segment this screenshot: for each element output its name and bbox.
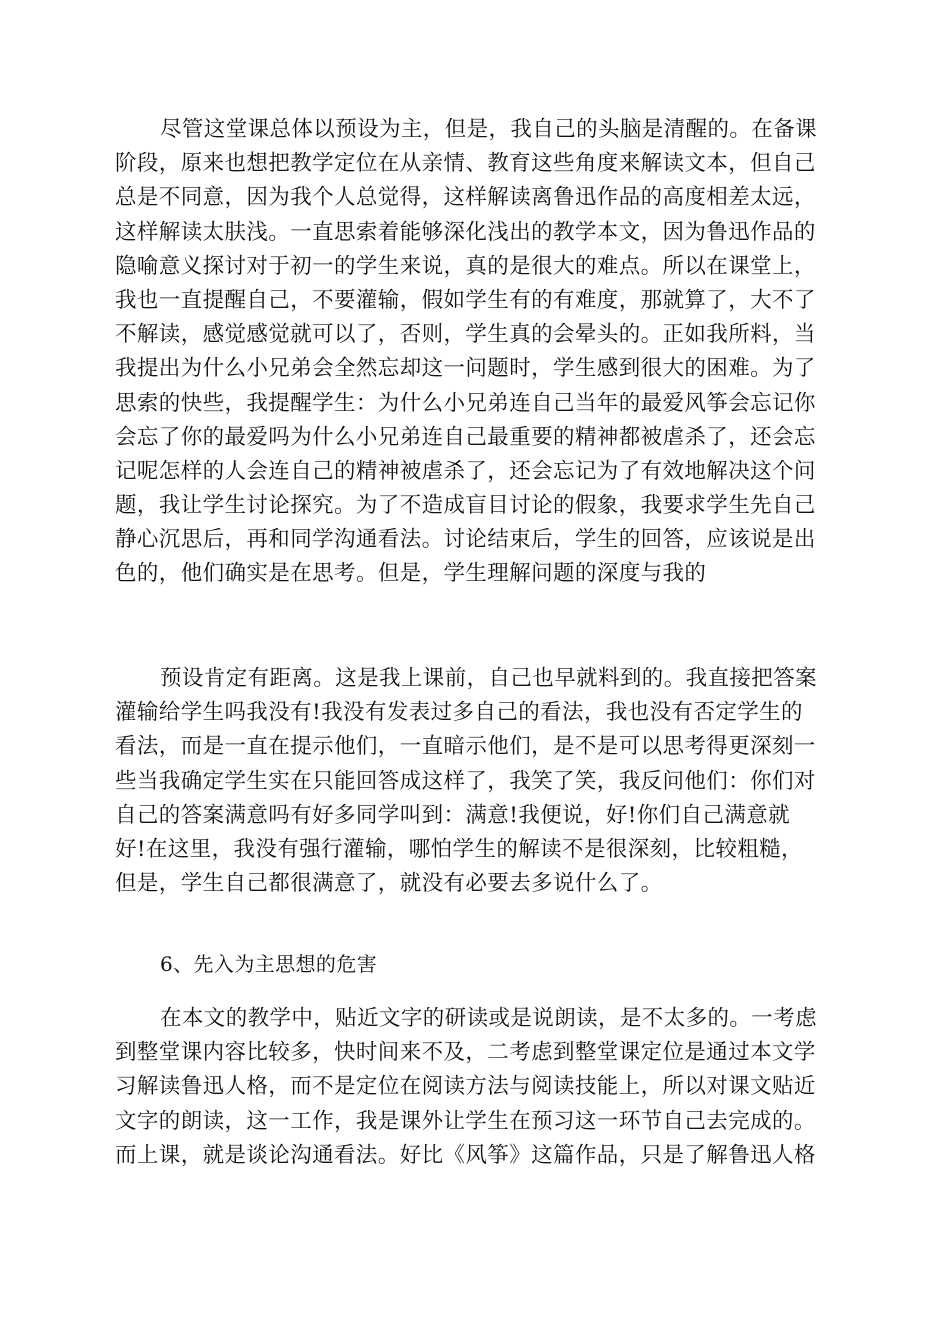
paragraph-line: 静心沉思后，再和同学沟通看法。讨论结束后，学生的回答，应该说是出 bbox=[115, 527, 816, 553]
paragraph-line: 我提出为什么小兄弟会全然忘却这一问题时，学生感到很大的困难。为了 bbox=[115, 356, 816, 382]
paragraph-line: 色的，他们确实是在思考。但是，学生理解问题的深度与我的 bbox=[115, 561, 707, 587]
paragraph-line: 看法，而是一直在提示他们，一直暗示他们，是不是可以思考得更深刻一 bbox=[115, 734, 816, 760]
paragraph-line: 习解读鲁迅人格，而不是定位在阅读方法与阅读技能上，所以对课文贴近 bbox=[115, 1074, 816, 1100]
paragraph-line: 思索的快些，我提醒学生：为什么小兄弟连自己当年的最爱风筝会忘记你 bbox=[115, 390, 816, 416]
section-heading bbox=[115, 947, 845, 981]
paragraph-line: 记呢怎样的人会连自己的精神被虐杀了，还会忘记为了有效地解决这个问 bbox=[115, 458, 816, 484]
paragraph-line: 文字的朗读，这一工作，我是课外让学生在预习这一环节自己去完成的。 bbox=[115, 1108, 816, 1134]
paragraph-line: 我也一直提醒自己，不要灌输，假如学生有的有难度，那就算了，大不了 bbox=[115, 287, 816, 313]
paragraph-line: 阶段，原来也想把教学定位在从亲情、教育这些角度来解读文本，但自己 bbox=[115, 151, 816, 177]
paragraph-line: 在本文的教学中，贴近文字的研读或是说朗读，是不太多的。一考虑 bbox=[160, 1006, 818, 1031]
paragraph-line: 好!在这里，我没有强行灌输，哪怕学生的解读不是很深刻，比较粗糙， bbox=[115, 836, 803, 862]
paragraph-1 bbox=[115, 113, 845, 592]
paragraph-line: 灌输给学生吗我没有!我没有发表过多自己的看法，我也没有否定学生的 bbox=[115, 700, 803, 726]
paragraph-line: 而上课，就是谈论沟通看法。好比《风筝》这篇作品，只是了解鲁迅人格 bbox=[115, 1142, 816, 1168]
paragraph-line: 这样解读太肤浅。一直思索着能够深化浅出的教学本文，因为鲁迅作品的 bbox=[115, 219, 816, 245]
paragraph-2 bbox=[115, 662, 845, 901]
paragraph-line: 总是不同意，因为我个人总觉得，这样解读离鲁迅作品的高度相差太远， bbox=[115, 185, 816, 211]
paragraph-line: 会忘了你的最爱吗为什么小兄弟连自己最重要的精神都被虐杀了，还会忘 bbox=[115, 424, 816, 450]
paragraph-line: 不解读，感觉感觉就可以了，否则，学生真的会晕头的。正如我所料，当 bbox=[115, 322, 816, 348]
paragraph-line: 尽管这堂课总体以预设为主，但是，我自己的头脑是清醒的。在备课 bbox=[160, 117, 818, 142]
paragraph-line: 隐喻意义探讨对于初一的学生来说，真的是很大的难点。所以在课堂上， bbox=[115, 253, 816, 279]
paragraph-line: 但是，学生自己都很满意了，就没有必要去多说什么了。 bbox=[115, 871, 663, 897]
paragraph-line: 些当我确定学生实在只能回答成这样了，我笑了笑，我反问他们：你们对 bbox=[115, 768, 816, 794]
paragraph-line: 预设肯定有距离。这是我上课前，自己也早就料到的。我直接把答案 bbox=[160, 666, 818, 691]
paragraph-3 bbox=[115, 1002, 845, 1173]
section-heading-text: 6、先入为主思想的危害 bbox=[160, 952, 378, 976]
paragraph-line: 自己的答案满意吗有好多同学叫到：满意!我便说，好!你们自己满意就 bbox=[115, 802, 791, 828]
paragraph-line: 到整堂课内容比较多，快时间来不及，二考虑到整堂课定位是通过本文学 bbox=[115, 1040, 816, 1066]
paragraph-line: 题，我让学生讨论探究。为了不造成盲目讨论的假象，我要求学生先自己 bbox=[115, 493, 816, 519]
